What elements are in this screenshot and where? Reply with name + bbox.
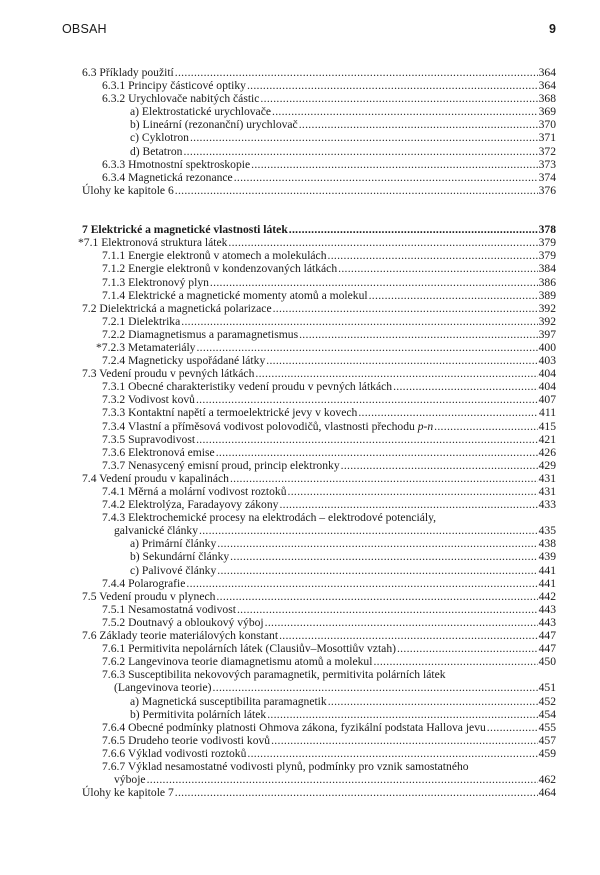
toc-entry-continuation: galvanické články ..... 435 <box>82 524 556 537</box>
toc-entry: 7.2.2 Diamagnetismus a paramagnetismus ..... 397 <box>82 328 556 341</box>
toc-entry: d) Betatron ..... 372 <box>82 145 556 158</box>
toc-entry: 7.6.7 Výklad nesamostatné vodivosti plynů, podmínky pro vznik samostatného <box>102 759 469 773</box>
toc-entry: c) Cyklotron ..... 371 <box>82 131 556 144</box>
toc-entry: 7.6.2 Langevinova teorie diamagnetismu atomů a molekul ..... 450 <box>82 655 556 668</box>
toc-entry: 7.4.4 Polarografie ..... 441 <box>82 577 556 590</box>
toc-entry: 7.1.4 Elektrické a magnetické momenty atomů a molekul ..... 389 <box>82 289 556 302</box>
toc-entry: b) Sekundární články ..... 439 <box>82 550 556 563</box>
toc-entry: 7.2.4 Magneticky uspořádané látky ..... 403 <box>82 354 556 367</box>
toc-entry: b) Permitivita polárních látek ..... 454 <box>82 708 556 721</box>
toc-entry: 7.4 Vedení proudu v kapalinách ..... 431 <box>82 472 556 485</box>
toc-chapter-entry: 7 Elektrické a magnetické vlastnosti látek ..... 378 <box>82 223 556 236</box>
toc-entry: a) Elektrostatické urychlovače ..... 369 <box>82 105 556 118</box>
toc-entry: *7.2.3 Metamateriály ..... 400 <box>76 341 556 354</box>
page-header <box>62 22 556 42</box>
toc-entry: 7.6.4 Obecné podmínky platnosti Ohmova zákona, fyzikální podstata Hallova jevu ..... 455 <box>82 721 556 734</box>
toc-entry: 6.3.3 Hmotnostní spektroskopie ..... 373 <box>82 158 556 171</box>
section-gap <box>82 210 556 223</box>
toc-entry: 7.6.3 Susceptibilita nekovových paramagnetik, permitivita polárních látek <box>102 668 446 682</box>
toc-entry: 6.3 Příklady použití ..... 364 <box>82 66 556 79</box>
toc-entry: a) Magnetická susceptibilita paramagnetik ..... 452 <box>82 695 556 708</box>
toc-entry: c) Palivové články ..... 441 <box>82 564 556 577</box>
toc-entry: *7.1 Elektronová struktura látek ..... 379 <box>78 236 556 249</box>
toc-entry: 6.3.2 Urychlovače nabitých částic ..... 368 <box>82 92 556 105</box>
toc-entry: 7.1.3 Elektronový plyn ..... 386 <box>82 276 556 289</box>
toc-entry: Úlohy ke kapitole 6 ..... 376 <box>82 184 556 197</box>
page-number: 9 <box>549 22 556 36</box>
toc-entry: 7.1.1 Energie elektronů v atomech a molekulách ..... 379 <box>82 249 556 262</box>
toc-entry: 6.3.1 Principy částicové optiky ..... 364 <box>82 79 556 92</box>
toc-entry: 7.6.5 Drudeho teorie vodivosti kovů ..... 457 <box>82 734 556 747</box>
pn-junction-term: p-n <box>417 419 434 433</box>
toc-entry: 7.2.1 Dielektrika ..... 392 <box>82 315 556 328</box>
toc-entry-continuation: (Langevinova teorie) ..... 451 <box>82 681 556 694</box>
toc-entry: 7.3.3 Kontaktní napětí a termoelektrické jevy v kovech ..... 411 <box>82 406 556 419</box>
toc-entry: 7.5 Vedení proudu v plynech ..... 442 <box>82 590 556 603</box>
toc-entry: 7.4.3 Elektrochemické procesy na elektrodách – elektrodové potenciály, <box>102 511 437 525</box>
toc-entry: 7.2 Dielektrická a magnetická polarizace ..... 392 <box>82 302 556 315</box>
toc-entry: a) Primární články ..... 438 <box>82 537 556 550</box>
toc-entry: 7.3.7 Nenasycený emisní proud, princip elektronky ..... 429 <box>82 459 556 472</box>
toc-entry: 7.5.2 Doutnavý a obloukový výboj ..... 443 <box>82 616 556 629</box>
toc-entry: Úlohy ke kapitole 7 ..... 464 <box>82 786 556 799</box>
toc-entry: 7.1.2 Energie elektronů v kondenzovaných látkách ..... 384 <box>82 262 556 275</box>
toc-entry: 7.3 Vedení proudu v pevných látkách ..... 404 <box>82 367 556 380</box>
toc-entry: 7.6 Základy teorie materiálových konstant ..... 447 <box>82 629 556 642</box>
toc-entry: 7.3.6 Elektronová emise ..... 426 <box>82 446 556 459</box>
running-title: OBSAH <box>62 22 107 36</box>
toc-entry: 7.6.1 Permitivita nepolárních látek (Clausiův–Mosottiův vztah) ..... 447 <box>82 642 556 655</box>
toc-entry: 7.4.1 Měrná a molární vodivost roztoků ..... 431 <box>82 485 556 498</box>
toc-entry: 7.3.4 Vlastní a příměsová vodivost polovodičů, vlastnosti přechodu p-n ..... 415 <box>82 420 556 433</box>
toc-entry: 7.3.2 Vodivost kovů ..... 407 <box>82 393 556 406</box>
toc-entry: b) Lineární (rezonanční) urychlovač ..... 370 <box>82 118 556 131</box>
toc-entry: 7.3.1 Obecné charakteristiky vedení proudu v pevných látkách ..... 404 <box>82 380 556 393</box>
toc-entry-continuation: výboje ..... 462 <box>82 773 556 786</box>
toc-entry: 7.5.1 Nesamostatná vodivost ..... 443 <box>82 603 556 616</box>
toc-entry: 7.3.5 Supravodivost ..... 421 <box>82 433 556 446</box>
toc-entry: 6.3.4 Magnetická rezonance ..... 374 <box>82 171 556 184</box>
table-of-contents <box>78 66 556 800</box>
section-gap <box>82 197 556 210</box>
toc-entry: 7.6.6 Výklad vodivosti roztoků ..... 459 <box>82 747 556 760</box>
toc-entry: 7.4.2 Elektrolýza, Faradayovy zákony ..... 433 <box>82 498 556 511</box>
